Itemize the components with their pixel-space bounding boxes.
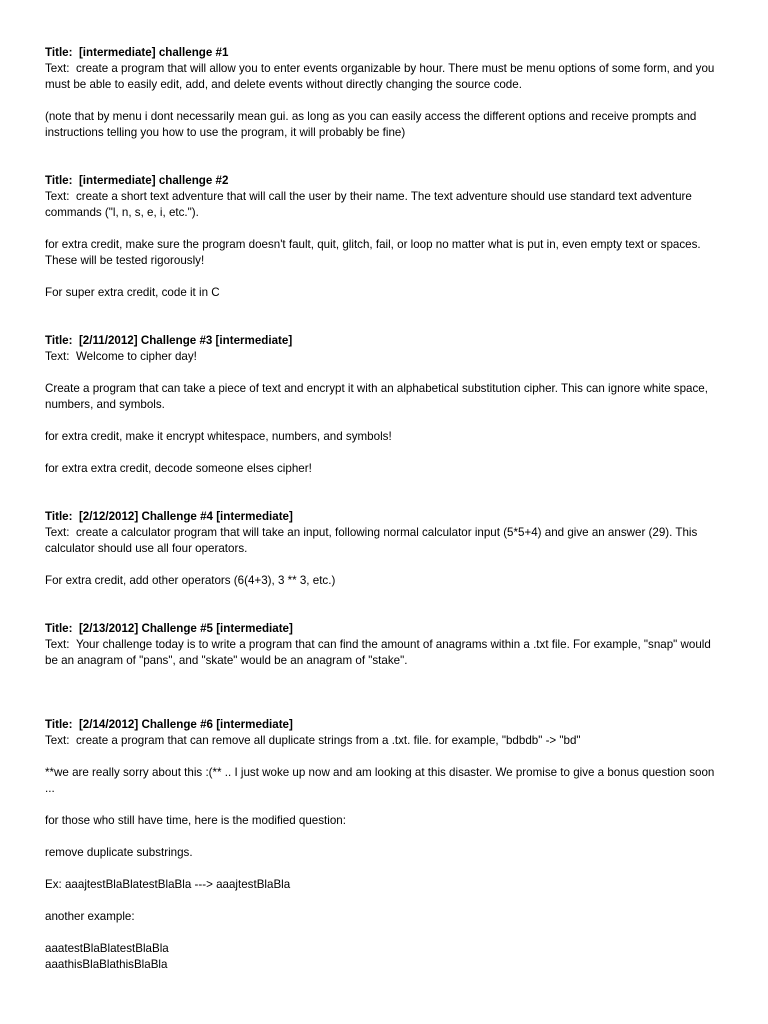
text-label: Text: — [45, 62, 70, 75]
text-label: Text: — [45, 526, 70, 539]
paragraph: For super extra credit, code it in C — [45, 286, 220, 299]
text-label: Text: — [45, 190, 70, 203]
challenge-section-4 — [45, 509, 725, 589]
challenge-section-1 — [45, 45, 725, 141]
paragraph: (note that by menu i dont necessarily mean gui. as long as you can easily access the different options and receive prompts and instructions telling you how to use the program, it will probably be fine) — [45, 110, 697, 139]
text-first: create a program that can remove all duplicate strings from a .txt. file. for example, "bdbdb" -> "bd" — [75, 734, 581, 747]
section-title — [45, 173, 725, 189]
text-first: create a calculator program that will take an input, following normal calculator input (5*5+4) and give an answer (29). This calculator should use all four operators. — [45, 526, 698, 555]
section-text — [45, 637, 725, 669]
section-text — [45, 189, 725, 221]
section-text — [45, 525, 725, 557]
paragraph: for extra credit, make it encrypt whitespace, numbers, and symbols! — [45, 430, 392, 443]
challenge-section-6 — [45, 717, 725, 973]
text-first: create a program that will allow you to enter events organizable by hour. There must be menu options of some form, and you must be able to easily edit, add, and delete events without directly changing the source code. — [45, 62, 715, 91]
section-title — [45, 717, 725, 733]
title-label: Title: — [45, 334, 73, 347]
text-first: Welcome to cipher day! — [75, 350, 197, 363]
title-text: [intermediate] challenge #2 — [78, 174, 229, 187]
title-text: [2/11/2012] Challenge #3 [intermediate] — [78, 334, 293, 347]
paragraph: another example: — [45, 910, 135, 923]
text-label: Text: — [45, 734, 70, 747]
text-first: Your challenge today is to write a program that can find the amount of anagrams within a .txt file. For example, "snap" would be an anagram of "pans", and "skate" would be an anagram of "stake". — [45, 638, 711, 667]
title-label: Title: — [45, 622, 73, 635]
title-label: Title: — [45, 174, 73, 187]
title-text: [2/12/2012] Challenge #4 [intermediate] — [78, 510, 293, 523]
challenge-section-3 — [45, 333, 725, 477]
paragraph: for those who still have time, here is the modified question: — [45, 814, 346, 827]
paragraph: For extra credit, add other operators (6(4+3), 3 ** 3, etc.) — [45, 574, 336, 587]
section-text — [45, 349, 725, 365]
text-first: create a short text adventure that will call the user by their name. The text adventure should use standard text adventure commands ("l, n, s, e, i, etc."). — [45, 190, 692, 219]
paragraph: remove duplicate substrings. — [45, 846, 193, 859]
document-content — [45, 45, 725, 973]
section-text — [45, 733, 725, 749]
paragraph: for extra credit, make sure the program doesn't fault, quit, glitch, fail, or loop no matter what is put in, even empty text or spaces. These will be tested rigorously! — [45, 238, 701, 267]
section-title — [45, 509, 725, 525]
section-title — [45, 333, 725, 349]
section-text — [45, 61, 725, 93]
challenge-section-2 — [45, 173, 725, 301]
example-line: aaatestBlaBlatestBlaBla — [45, 942, 169, 955]
title-text: [intermediate] challenge #1 — [78, 46, 229, 59]
title-text: [2/13/2012] Challenge #5 [intermediate] — [78, 622, 293, 635]
paragraph: Create a program that can take a piece of text and encrypt it with an alphabetical substitution cipher. This can ignore white space, numbers, and symbols. — [45, 382, 708, 411]
title-text: [2/14/2012] Challenge #6 [intermediate] — [78, 718, 293, 731]
example-line: aaathisBlaBlathisBlaBla — [45, 958, 168, 971]
paragraph: **we are really sorry about this :(** .. I just woke up now and am looking at this disaster. We promise to give a bonus question soon ... — [45, 766, 715, 795]
text-label: Text: — [45, 638, 70, 651]
paragraph: Ex: aaajtestBlaBlatestBlaBla ---> aaajtestBlaBla — [45, 878, 291, 891]
title-label: Title: — [45, 46, 73, 59]
section-title — [45, 45, 725, 61]
section-title — [45, 621, 725, 637]
challenge-section-5 — [45, 621, 725, 669]
title-label: Title: — [45, 510, 73, 523]
title-label: Title: — [45, 718, 73, 731]
text-label: Text: — [45, 350, 70, 363]
paragraph: for extra extra credit, decode someone elses cipher! — [45, 462, 312, 475]
